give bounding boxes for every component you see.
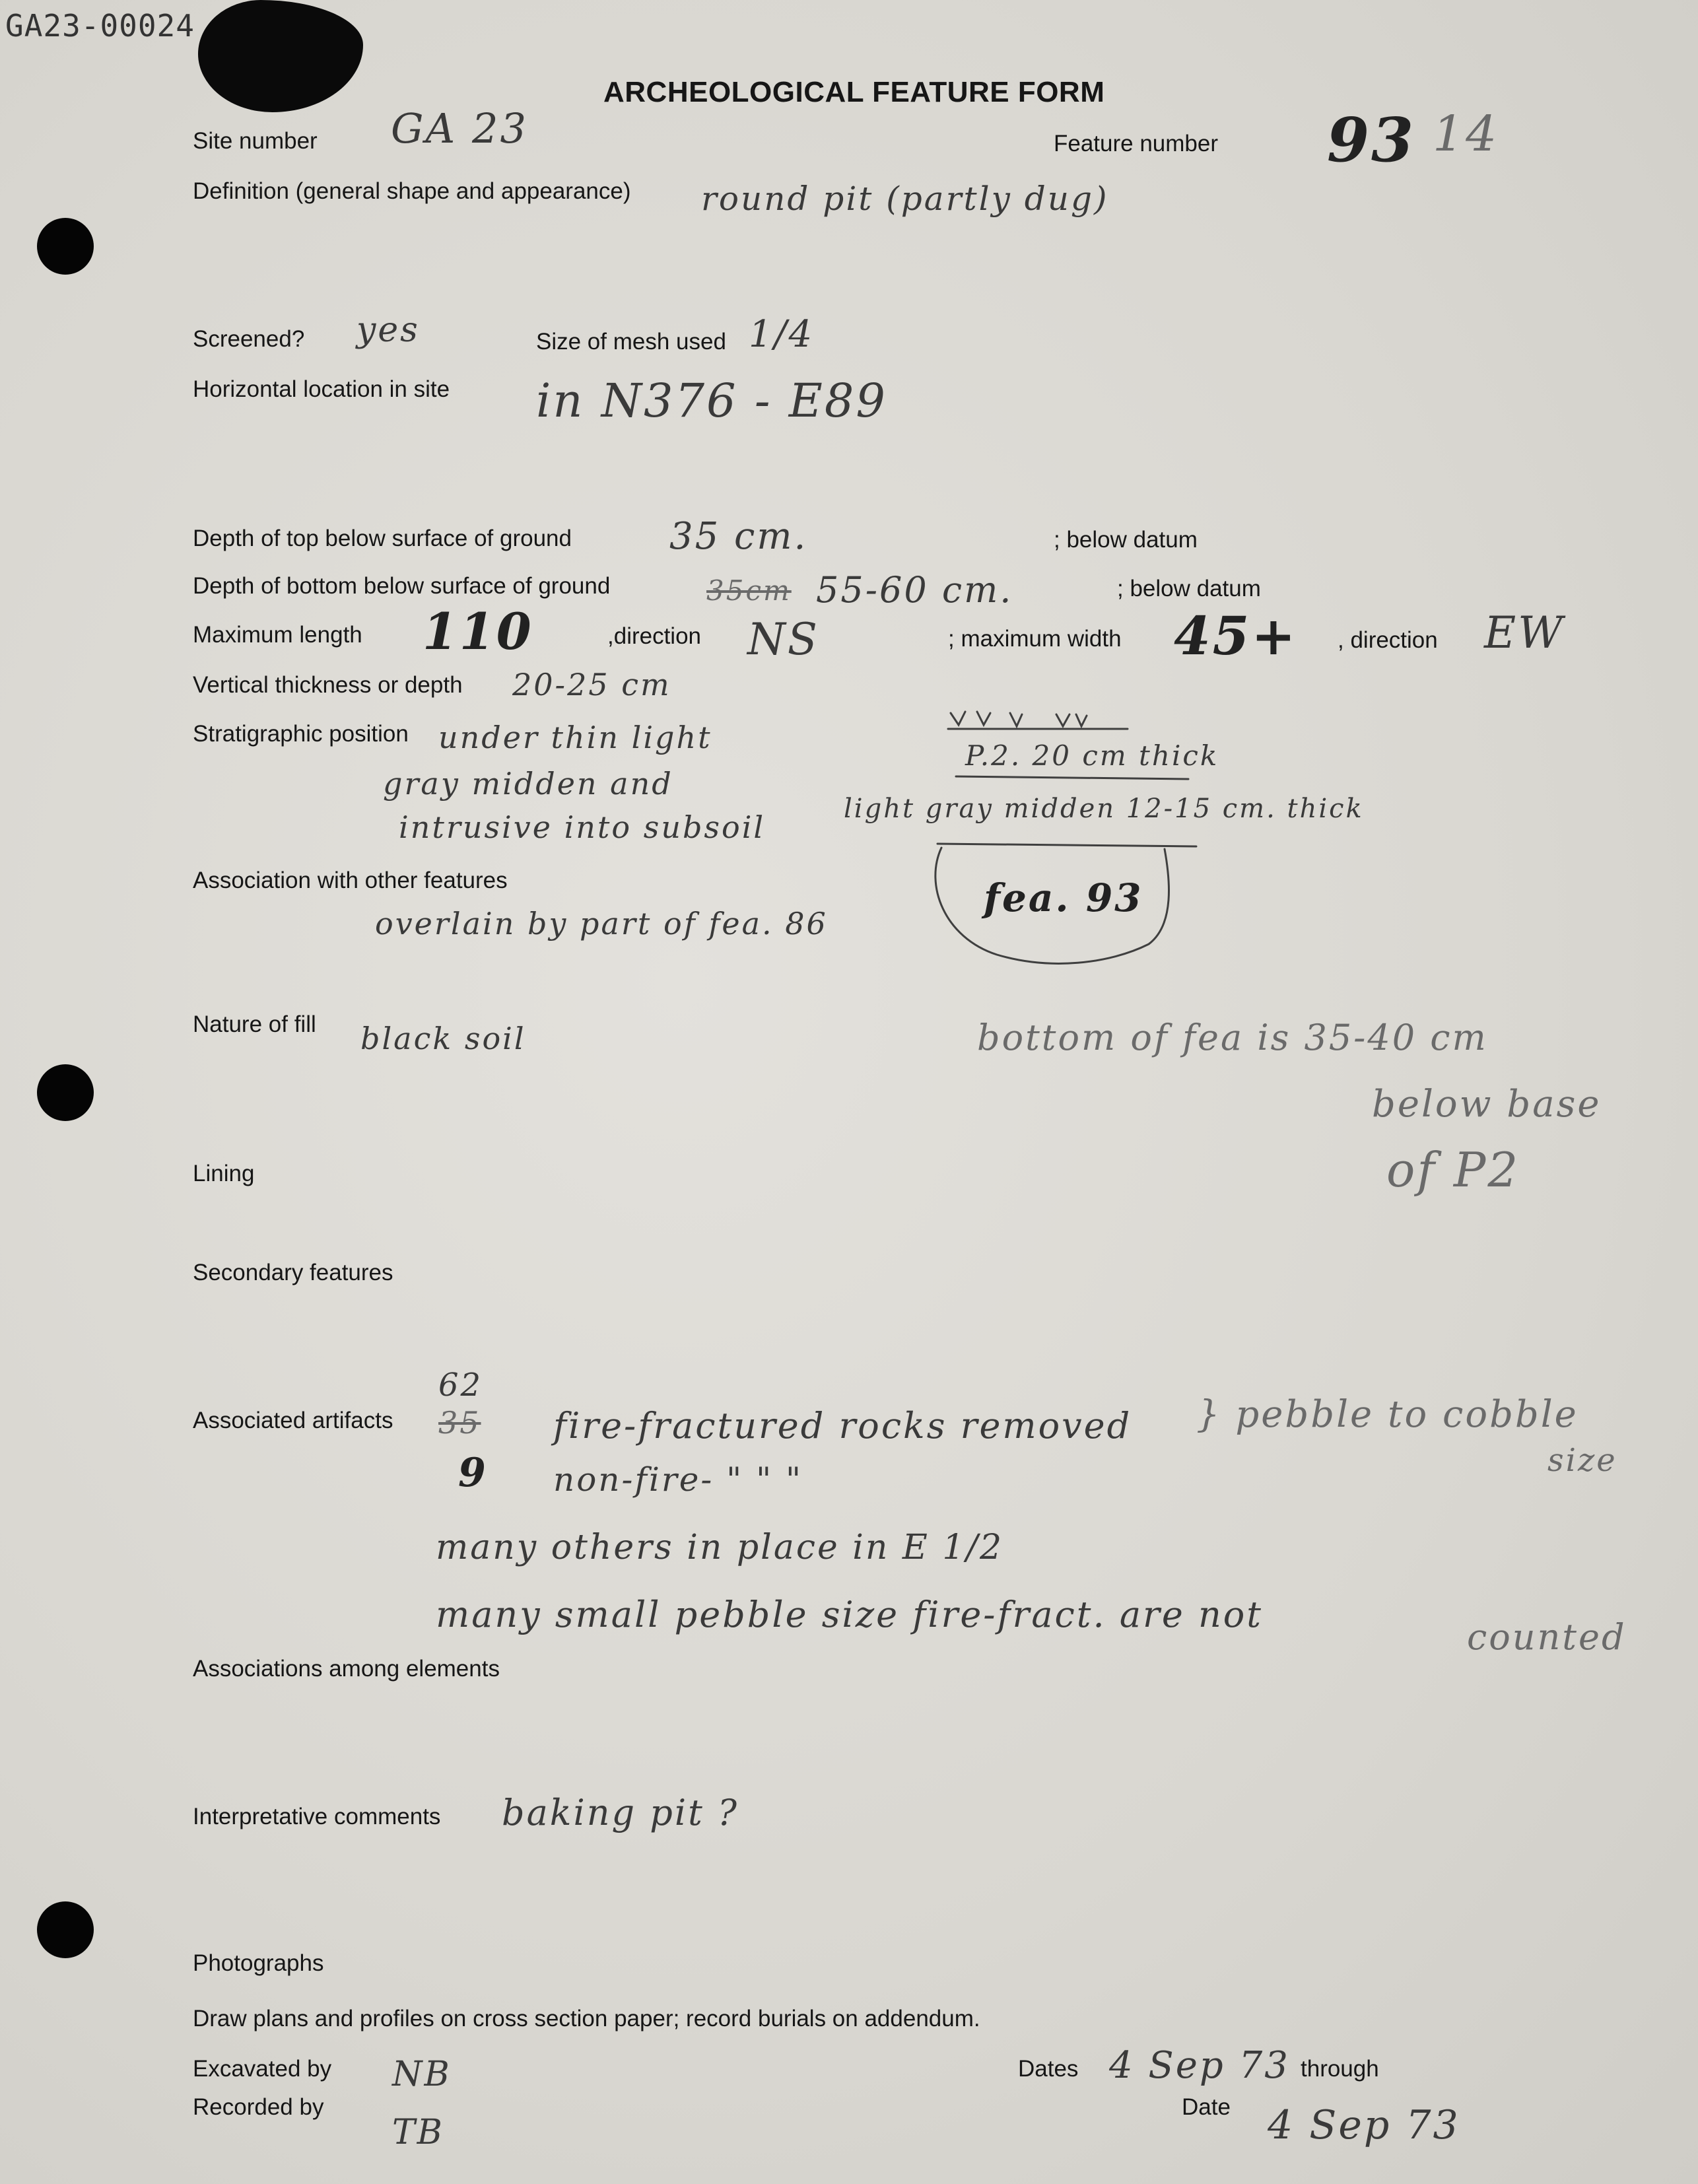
artifact-count-1: 62 [438,1367,483,1404]
definition-value: round pit (partly dug) [701,180,1109,218]
association-features-value: overlain by part of fea. 86 [375,906,828,941]
max-width-label: ; maximum width [948,626,1122,652]
excavated-by-value: NB [392,2055,452,2094]
date-label: Date [1182,2094,1231,2120]
definition-label: Definition (general shape and appearance) [193,178,631,204]
stratigraphic-position-label: Stratigraphic position [193,721,409,747]
mesh-value: 1/4 [749,313,815,356]
stratigraphic-line-3: intrusive into subsoil [399,809,766,845]
sketch-top-label: P.2. 20 cm thick [965,739,1219,772]
side-note-line-2: below base [1372,1083,1602,1126]
site-number-value: GA 23 [391,104,528,153]
dates-label: Dates [1018,2056,1079,2082]
interpretative-comments-label: Interpretative comments [193,1804,441,1829]
feature-number-struck: 14 [1433,106,1499,162]
date-value: 4 Sep 73 [1268,2102,1460,2148]
direction-label-2: , direction [1338,627,1438,653]
nature-of-fill-label: Nature of fill [193,1011,316,1037]
artifacts-line-4: many small pebble size fire-fract. are not [436,1594,1263,1635]
horizontal-location-value: in N376 - E89 [536,374,887,428]
associations-elements-label: Associations among elements [193,1656,500,1682]
max-length-label: Maximum length [193,622,362,648]
lining-label: Lining [193,1161,255,1186]
mesh-label: Size of mesh used [536,329,726,355]
direction-value-2: EW [1484,607,1565,658]
dates-from-value: 4 Sep 73 [1109,2044,1290,2087]
sketch-middle-label: light gray midden 12-15 cm. thick [844,794,1364,824]
vertical-thickness-value: 20-25 cm [512,667,671,702]
interpretative-comments-value: baking pit ? [502,1792,739,1833]
horizontal-location-label: Horizontal location in site [193,376,450,402]
depth-bottom-struck: 35cm [706,574,792,607]
artifact-count-2: 9 [458,1450,488,1496]
recorded-by-label: Recorded by [193,2094,324,2120]
stratigraphic-line-2: gray midden and [383,766,673,802]
recorded-by-value: TB [392,2113,444,2152]
artifacts-line-2: non-fire- " " " [553,1460,803,1499]
below-datum-label-1: ; below datum [1054,527,1198,553]
excavated-by-label: Excavated by [193,2056,332,2082]
sketch-feature-label: fea. 93 [984,875,1143,920]
depth-top-label: Depth of top below surface of ground [193,526,572,551]
stratigraphic-line-1: under thin light [438,720,712,755]
artifacts-line-1-cont: size [1547,1442,1617,1479]
max-length-value: 110 [423,602,533,661]
depth-bottom-label: Depth of bottom below surface of ground [193,573,611,599]
form-title: ARCHEOLOGICAL FEATURE FORM [603,76,1105,108]
depth-bottom-value: 55-60 cm. [816,569,1013,611]
screened-value: yes [357,310,420,350]
feature-number-value: 93 [1327,104,1416,176]
photographs-label: Photographs [193,1950,324,1976]
side-note-line-1: bottom of fea is 35-40 cm [977,1017,1488,1058]
nature-of-fill-value: black soil [360,1021,526,1056]
site-number-label: Site number [193,128,318,154]
max-width-value: 45+ [1174,605,1298,667]
artifact-count-1-struck: 35 [438,1405,481,1441]
through-label: through [1301,2056,1379,2082]
artifacts-line-3: many others in place in E 1/2 [436,1528,1004,1567]
artifacts-line-4-cont: counted [1467,1616,1627,1658]
direction-value-1: NS [747,614,819,665]
instructions-text: Draw plans and profiles on cross section paper; record burials on addendum. [193,2006,980,2031]
artifacts-line-1: fire-fractured rocks removed [553,1405,1132,1447]
secondary-features-label: Secondary features [193,1260,393,1285]
screened-label: Screened? [193,326,305,352]
archive-code: GA23-00024 [5,8,195,44]
artifacts-line-1-suffix: } pebble to cobble [1196,1393,1579,1436]
associated-artifacts-label: Associated artifacts [193,1408,393,1433]
vertical-thickness-label: Vertical thickness or depth [193,672,463,698]
below-datum-label-2: ; below datum [1117,576,1261,601]
feature-number-label: Feature number [1054,131,1219,156]
depth-top-value: 35 cm. [669,515,808,558]
association-features-label: Association with other features [193,868,508,893]
side-note-line-3: of P2 [1386,1142,1520,1198]
direction-label-1: ,direction [607,623,702,649]
